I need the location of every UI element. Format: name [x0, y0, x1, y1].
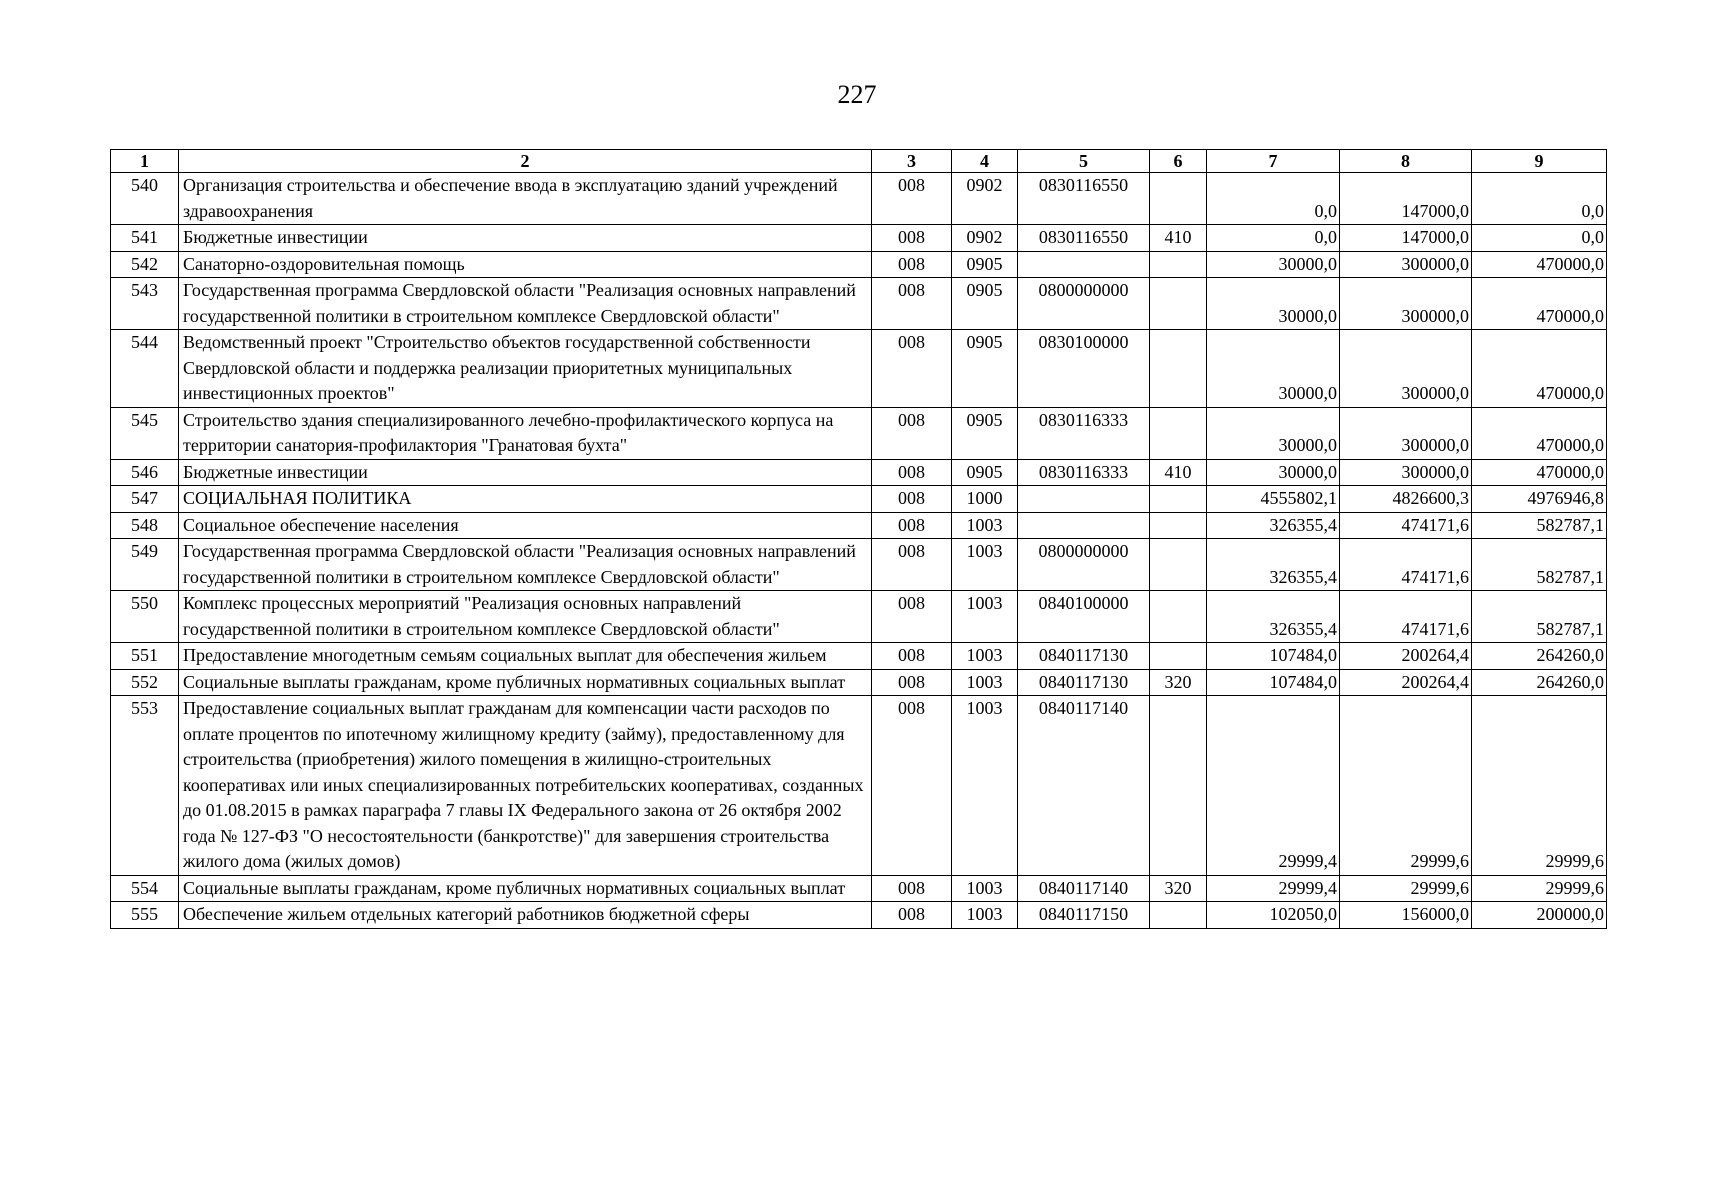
- target-article-code: 0830100000: [1018, 330, 1150, 408]
- table-row: [111, 669, 1607, 696]
- target-article-code: 0800000000: [1018, 278, 1150, 330]
- amount-col-9: 0,0: [1472, 173, 1607, 225]
- column-header: 8: [1340, 150, 1472, 173]
- chapter-code: 008: [872, 512, 952, 539]
- chapter-code: 008: [872, 875, 952, 902]
- amount-col-8: 300000,0: [1340, 330, 1472, 408]
- target-article-code: 0830116550: [1018, 173, 1150, 225]
- amount-col-9: 29999,6: [1472, 696, 1607, 876]
- row-name: Строительство здания специализированного лечебно-профилактического корпуса на территории санатория-профилактория "Гранатовая бухта": [179, 407, 872, 459]
- amount-col-7: 326355,4: [1207, 512, 1340, 539]
- amount-col-7: 30000,0: [1207, 251, 1340, 278]
- section-code: 1003: [952, 696, 1018, 876]
- table-row: [111, 875, 1607, 902]
- row-number: 540: [111, 173, 179, 225]
- row-name: Ведомственный проект "Строительство объектов государственной собственности Свердловской области и поддержка реализации приоритетных муниципальных инвестиционных проектов": [179, 330, 872, 408]
- row-name: Государственная программа Свердловской области "Реализация основных направлений государственной политики в строительном комплексе Свердловской области": [179, 278, 872, 330]
- expense-type-code: [1150, 696, 1207, 876]
- column-header: 9: [1472, 150, 1607, 173]
- row-name: Комплекс процессных мероприятий "Реализация основных направлений государственной политики в строительном комплексе Свердловской области": [179, 591, 872, 643]
- table-row: [111, 225, 1607, 252]
- amount-col-8: 29999,6: [1340, 696, 1472, 876]
- amount-col-8: 300000,0: [1340, 407, 1472, 459]
- amount-col-9: 582787,1: [1472, 591, 1607, 643]
- target-article-code: 0830116333: [1018, 407, 1150, 459]
- target-article-code: 0840100000: [1018, 591, 1150, 643]
- target-article-code: 0840117140: [1018, 875, 1150, 902]
- target-article-code: [1018, 486, 1150, 513]
- table-row: [111, 330, 1607, 408]
- chapter-code: 008: [872, 173, 952, 225]
- table-row: [111, 486, 1607, 513]
- amount-col-8: 147000,0: [1340, 173, 1472, 225]
- section-code: 1003: [952, 591, 1018, 643]
- table-row: [111, 643, 1607, 670]
- column-header: 3: [872, 150, 952, 173]
- amount-col-9: 470000,0: [1472, 251, 1607, 278]
- amount-col-7: 107484,0: [1207, 643, 1340, 670]
- row-number: 554: [111, 875, 179, 902]
- chapter-code: 008: [872, 407, 952, 459]
- chapter-code: 008: [872, 330, 952, 408]
- chapter-code: 008: [872, 486, 952, 513]
- row-name: Организация строительства и обеспечение ввода в эксплуатацию зданий учреждений здравоохранения: [179, 173, 872, 225]
- chapter-code: 008: [872, 459, 952, 486]
- amount-col-9: 4976946,8: [1472, 486, 1607, 513]
- expense-type-code: [1150, 539, 1207, 591]
- column-header: 2: [179, 150, 872, 173]
- row-number: 542: [111, 251, 179, 278]
- amount-col-7: 30000,0: [1207, 459, 1340, 486]
- chapter-code: 008: [872, 278, 952, 330]
- table-row: [111, 459, 1607, 486]
- row-name: Предоставление социальных выплат гражданам для компенсации части расходов по оплате процентов по ипотечному жилищному кредиту (займу), предоставленному для строительства (приобретения) жилого помещения в жилищно-строительных кооперативах или иных специализированных потребительских кооперативах, созданных до 01.08.2015 в рамках параграфа 7 главы IX Федерального закона от 26 октября 2002 года № 127-ФЗ "О несостоятельности (банкротстве)" для завершения строительства жилого дома (жилых домов): [179, 696, 872, 876]
- row-name: СОЦИАЛЬНАЯ ПОЛИТИКА: [179, 486, 872, 513]
- row-name: Обеспечение жильем отдельных категорий работников бюджетной сферы: [179, 902, 872, 929]
- table-row: [111, 539, 1607, 591]
- amount-col-9: 29999,6: [1472, 875, 1607, 902]
- amount-col-7: 326355,4: [1207, 591, 1340, 643]
- column-header: 6: [1150, 150, 1207, 173]
- page-number: 227: [837, 80, 877, 109]
- expense-type-code: 320: [1150, 875, 1207, 902]
- target-article-code: 0830116333: [1018, 459, 1150, 486]
- row-number: 555: [111, 902, 179, 929]
- amount-col-8: 474171,6: [1340, 539, 1472, 591]
- table-row: [111, 407, 1607, 459]
- section-code: 0905: [952, 251, 1018, 278]
- chapter-code: 008: [872, 251, 952, 278]
- amount-col-9: 470000,0: [1472, 459, 1607, 486]
- row-name: Государственная программа Свердловской области "Реализация основных направлений государственной политики в строительном комплексе Свердловской области": [179, 539, 872, 591]
- row-name: Социальное обеспечение населения: [179, 512, 872, 539]
- table-row: [111, 251, 1607, 278]
- expense-type-code: [1150, 251, 1207, 278]
- amount-col-8: 474171,6: [1340, 591, 1472, 643]
- column-header: 7: [1207, 150, 1340, 173]
- column-header: 1: [111, 150, 179, 173]
- section-code: 1003: [952, 539, 1018, 591]
- section-code: 0905: [952, 459, 1018, 486]
- header-row: [111, 150, 1607, 173]
- table-row: [111, 278, 1607, 330]
- amount-col-7: 102050,0: [1207, 902, 1340, 929]
- row-name: Бюджетные инвестиции: [179, 225, 872, 252]
- amount-col-8: 4826600,3: [1340, 486, 1472, 513]
- amount-col-9: 470000,0: [1472, 330, 1607, 408]
- section-code: 1003: [952, 875, 1018, 902]
- expense-type-code: [1150, 486, 1207, 513]
- amount-col-8: 300000,0: [1340, 278, 1472, 330]
- column-header: 5: [1018, 150, 1150, 173]
- amount-col-9: 470000,0: [1472, 278, 1607, 330]
- amount-col-8: 474171,6: [1340, 512, 1472, 539]
- row-name: Санаторно-оздоровительная помощь: [179, 251, 872, 278]
- chapter-code: 008: [872, 591, 952, 643]
- row-number: 549: [111, 539, 179, 591]
- expense-type-code: [1150, 173, 1207, 225]
- chapter-code: 008: [872, 539, 952, 591]
- row-number: 550: [111, 591, 179, 643]
- target-article-code: [1018, 512, 1150, 539]
- target-article-code: 0830116550: [1018, 225, 1150, 252]
- row-number: 551: [111, 643, 179, 670]
- chapter-code: 008: [872, 643, 952, 670]
- row-name: Социальные выплаты гражданам, кроме публичных нормативных социальных выплат: [179, 669, 872, 696]
- row-number: 545: [111, 407, 179, 459]
- chapter-code: 008: [872, 225, 952, 252]
- expense-type-code: 410: [1150, 459, 1207, 486]
- amount-col-7: 326355,4: [1207, 539, 1340, 591]
- section-code: 0902: [952, 225, 1018, 252]
- expense-type-code: 410: [1150, 225, 1207, 252]
- amount-col-8: 147000,0: [1340, 225, 1472, 252]
- section-code: 1003: [952, 669, 1018, 696]
- row-name: Предоставление многодетным семьям социальных выплат для обеспечения жильем: [179, 643, 872, 670]
- budget-table: [110, 149, 1607, 929]
- section-code: 0902: [952, 173, 1018, 225]
- row-name: Социальные выплаты гражданам, кроме публичных нормативных социальных выплат: [179, 875, 872, 902]
- expense-type-code: [1150, 330, 1207, 408]
- table-row: [111, 696, 1607, 876]
- amount-col-7: 4555802,1: [1207, 486, 1340, 513]
- expense-type-code: [1150, 278, 1207, 330]
- section-code: 0905: [952, 330, 1018, 408]
- amount-col-9: 582787,1: [1472, 512, 1607, 539]
- row-number: 546: [111, 459, 179, 486]
- target-article-code: [1018, 251, 1150, 278]
- row-number: 547: [111, 486, 179, 513]
- row-number: 543: [111, 278, 179, 330]
- target-article-code: 0840117150: [1018, 902, 1150, 929]
- table-body: [111, 173, 1607, 929]
- section-code: 0905: [952, 278, 1018, 330]
- amount-col-8: 200264,4: [1340, 669, 1472, 696]
- table-row: [111, 173, 1607, 225]
- amount-col-7: 30000,0: [1207, 278, 1340, 330]
- amount-col-7: 107484,0: [1207, 669, 1340, 696]
- row-number: 552: [111, 669, 179, 696]
- amount-col-7: 0,0: [1207, 173, 1340, 225]
- row-number: 553: [111, 696, 179, 876]
- amount-col-8: 300000,0: [1340, 459, 1472, 486]
- amount-col-7: 30000,0: [1207, 407, 1340, 459]
- amount-col-9: 264260,0: [1472, 669, 1607, 696]
- expense-type-code: [1150, 512, 1207, 539]
- section-code: 1003: [952, 902, 1018, 929]
- expense-type-code: 320: [1150, 669, 1207, 696]
- amount-col-9: 264260,0: [1472, 643, 1607, 670]
- chapter-code: 008: [872, 669, 952, 696]
- expense-type-code: [1150, 902, 1207, 929]
- expense-type-code: [1150, 407, 1207, 459]
- target-article-code: 0840117130: [1018, 643, 1150, 670]
- amount-col-7: 29999,4: [1207, 696, 1340, 876]
- expense-type-code: [1150, 643, 1207, 670]
- amount-col-8: 156000,0: [1340, 902, 1472, 929]
- table-row: [111, 512, 1607, 539]
- amount-col-7: 29999,4: [1207, 875, 1340, 902]
- column-header: 4: [952, 150, 1018, 173]
- amount-col-9: 582787,1: [1472, 539, 1607, 591]
- amount-col-7: 0,0: [1207, 225, 1340, 252]
- amount-col-8: 300000,0: [1340, 251, 1472, 278]
- section-code: 0905: [952, 407, 1018, 459]
- section-code: 1003: [952, 512, 1018, 539]
- chapter-code: 008: [872, 696, 952, 876]
- amount-col-8: 29999,6: [1340, 875, 1472, 902]
- target-article-code: 0840117130: [1018, 669, 1150, 696]
- amount-col-9: 200000,0: [1472, 902, 1607, 929]
- row-name: Бюджетные инвестиции: [179, 459, 872, 486]
- table-row: [111, 591, 1607, 643]
- amount-col-9: 0,0: [1472, 225, 1607, 252]
- amount-col-7: 30000,0: [1207, 330, 1340, 408]
- chapter-code: 008: [872, 902, 952, 929]
- row-number: 544: [111, 330, 179, 408]
- section-code: 1003: [952, 643, 1018, 670]
- row-number: 548: [111, 512, 179, 539]
- target-article-code: 0800000000: [1018, 539, 1150, 591]
- row-number: 541: [111, 225, 179, 252]
- target-article-code: 0840117140: [1018, 696, 1150, 876]
- section-code: 1000: [952, 486, 1018, 513]
- amount-col-9: 470000,0: [1472, 407, 1607, 459]
- table-row: [111, 902, 1607, 929]
- amount-col-8: 200264,4: [1340, 643, 1472, 670]
- expense-type-code: [1150, 591, 1207, 643]
